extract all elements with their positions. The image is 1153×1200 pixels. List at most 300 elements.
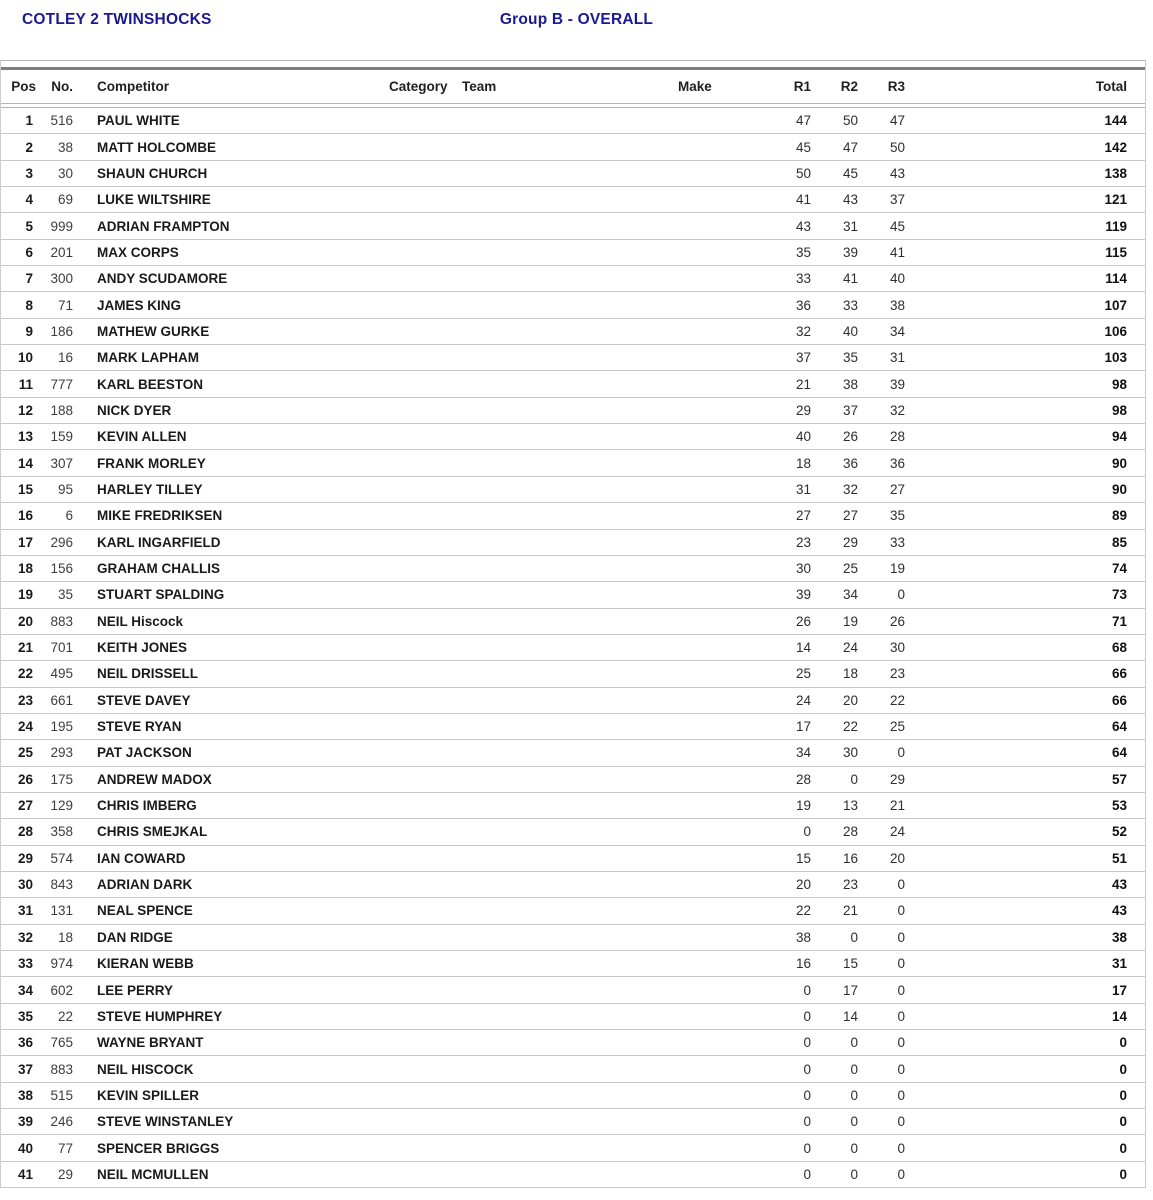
table-row xyxy=(1,898,1145,924)
table-row xyxy=(1,319,1145,345)
cell-total: 57 xyxy=(1111,771,1127,787)
cell-no: 129 xyxy=(50,798,73,814)
cell-r3: 31 xyxy=(889,350,905,366)
table-row xyxy=(1,609,1145,635)
cell-competitor: NEIL HISCOCK xyxy=(97,1061,194,1077)
cell-r2: 24 xyxy=(842,640,858,656)
cell-r1: 0 xyxy=(803,1140,811,1156)
cell-no: 38 xyxy=(57,139,73,155)
cell-r3: 39 xyxy=(889,376,905,392)
cell-no: 515 xyxy=(50,1087,73,1103)
cell-no: 159 xyxy=(50,429,73,445)
cell-r3: 50 xyxy=(889,139,905,155)
table-header-row xyxy=(1,70,1145,103)
table-row xyxy=(1,872,1145,898)
cell-pos: 11 xyxy=(18,376,33,392)
cell-r3: 27 xyxy=(889,481,905,497)
cell-r2: 27 xyxy=(842,508,858,524)
table-row xyxy=(1,240,1145,266)
cell-no: 701 xyxy=(50,640,73,656)
cell-r2: 0 xyxy=(850,771,858,787)
cell-competitor: LUKE WILTSHIRE xyxy=(97,192,211,208)
cell-r2: 22 xyxy=(842,719,858,735)
cell-no: 30 xyxy=(57,165,73,181)
cell-total: 90 xyxy=(1111,481,1127,497)
cell-r1: 0 xyxy=(803,1035,811,1051)
cell-r1: 39 xyxy=(795,587,811,603)
cell-no: 35 xyxy=(57,587,73,603)
cell-r3: 36 xyxy=(889,455,905,471)
group-title: Group B - OVERALL xyxy=(499,11,654,28)
cell-pos: 23 xyxy=(17,692,33,708)
cell-pos: 30 xyxy=(17,877,33,893)
cell-competitor: JAMES KING xyxy=(97,297,182,313)
cell-r2: 43 xyxy=(842,192,858,208)
cell-r2: 47 xyxy=(842,139,858,155)
cell-total: 51 xyxy=(1111,850,1127,866)
cell-pos: 10 xyxy=(17,350,33,366)
cell-r1: 40 xyxy=(795,429,811,445)
cell-competitor: ANDY SCUDAMORE xyxy=(97,271,228,287)
cell-total: 121 xyxy=(1104,192,1127,208)
cell-pos: 16 xyxy=(17,508,33,524)
cell-total: 43 xyxy=(1111,877,1127,893)
cell-r3: 23 xyxy=(889,666,905,682)
cell-r1: 45 xyxy=(795,139,811,155)
cell-no: 175 xyxy=(50,771,73,787)
cell-r3: 0 xyxy=(897,1166,905,1182)
cell-no: 188 xyxy=(50,402,73,418)
cell-pos: 13 xyxy=(17,429,33,445)
table-row xyxy=(1,951,1145,977)
cell-competitor: NEIL MCMULLEN xyxy=(97,1166,209,1182)
cell-r3: 26 xyxy=(889,613,905,629)
cell-total: 98 xyxy=(1111,376,1127,392)
table-row xyxy=(1,450,1145,476)
cell-competitor: NEIL DRISSELL xyxy=(97,666,199,682)
cell-r2: 37 xyxy=(842,402,858,418)
col-header-competitor: Competitor xyxy=(97,79,169,94)
cell-r2: 39 xyxy=(842,244,858,260)
title-bar xyxy=(0,11,1153,33)
cell-r2: 31 xyxy=(842,218,858,234)
cell-competitor: MARK LAPHAM xyxy=(97,350,199,366)
table-row xyxy=(1,977,1145,1003)
table-row xyxy=(1,108,1145,134)
cell-no: 201 xyxy=(50,244,73,260)
cell-no: 495 xyxy=(50,666,73,682)
cell-r2: 0 xyxy=(850,1140,858,1156)
table-row xyxy=(1,1004,1145,1030)
cell-r3: 25 xyxy=(889,719,905,735)
cell-competitor: MAX CORPS xyxy=(97,244,179,260)
cell-competitor: STEVE HUMPHREY xyxy=(97,1008,223,1024)
cell-r2: 50 xyxy=(842,113,858,129)
cell-no: 6 xyxy=(65,508,73,524)
cell-r3: 24 xyxy=(889,824,905,840)
cell-r3: 32 xyxy=(889,402,905,418)
col-header-pos: Pos xyxy=(11,79,36,94)
cell-r3: 45 xyxy=(889,218,905,234)
table-row xyxy=(1,292,1145,318)
cell-pos: 35 xyxy=(17,1008,33,1024)
table-body xyxy=(1,108,1145,1188)
cell-pos: 32 xyxy=(17,929,33,945)
cell-no: 95 xyxy=(57,481,73,497)
cell-pos: 40 xyxy=(17,1140,33,1156)
cell-r2: 0 xyxy=(850,1061,858,1077)
cell-r2: 14 xyxy=(842,1008,858,1024)
cell-r3: 34 xyxy=(889,323,905,339)
cell-r1: 24 xyxy=(795,692,811,708)
table-row xyxy=(1,793,1145,819)
cell-competitor: STUART SPALDING xyxy=(97,587,225,603)
cell-competitor: SHAUN CHURCH xyxy=(97,165,208,181)
cell-total: 64 xyxy=(1111,719,1127,735)
cell-r3: 0 xyxy=(897,982,905,998)
table-row xyxy=(1,187,1145,213)
cell-total: 85 xyxy=(1111,534,1127,550)
cell-no: 516 xyxy=(50,113,73,129)
cell-r3: 29 xyxy=(889,771,905,787)
cell-total: 98 xyxy=(1111,402,1127,418)
cell-no: 765 xyxy=(50,1035,73,1051)
table-row xyxy=(1,635,1145,661)
cell-no: 246 xyxy=(50,1114,73,1130)
cell-r2: 38 xyxy=(842,376,858,392)
cell-r2: 25 xyxy=(842,561,858,577)
cell-no: 16 xyxy=(57,350,73,366)
cell-competitor: ADRIAN FRAMPTON xyxy=(97,218,230,234)
cell-r1: 14 xyxy=(795,640,811,656)
cell-r3: 47 xyxy=(889,113,905,129)
cell-no: 29 xyxy=(57,1166,73,1182)
results-table xyxy=(0,60,1146,1188)
cell-pos: 31 xyxy=(17,903,33,919)
cell-total: 38 xyxy=(1111,929,1127,945)
cell-total: 64 xyxy=(1111,745,1127,761)
cell-r1: 25 xyxy=(795,666,811,682)
table-row xyxy=(1,213,1145,239)
cell-competitor: MIKE FREDRIKSEN xyxy=(97,508,223,524)
cell-r1: 33 xyxy=(795,271,811,287)
cell-r2: 21 xyxy=(842,903,858,919)
table-row xyxy=(1,582,1145,608)
table-top-rule xyxy=(1,60,1145,70)
cell-r1: 0 xyxy=(803,1008,811,1024)
table-row xyxy=(1,1030,1145,1056)
cell-r3: 22 xyxy=(889,692,905,708)
cell-no: 69 xyxy=(57,192,73,208)
cell-pos: 27 xyxy=(17,798,33,814)
cell-competitor: PAT JACKSON xyxy=(97,745,192,761)
cell-pos: 4 xyxy=(25,192,33,208)
cell-pos: 38 xyxy=(17,1087,33,1103)
cell-r3: 43 xyxy=(889,165,905,181)
cell-pos: 14 xyxy=(17,455,33,471)
cell-r2: 0 xyxy=(850,929,858,945)
cell-r1: 26 xyxy=(795,613,811,629)
cell-competitor: SPENCER BRIGGS xyxy=(97,1140,220,1156)
table-row xyxy=(1,424,1145,450)
cell-r3: 0 xyxy=(897,903,905,919)
cell-r1: 30 xyxy=(795,561,811,577)
cell-competitor: KARL INGARFIELD xyxy=(97,534,221,550)
table-row xyxy=(1,740,1145,766)
cell-no: 883 xyxy=(50,613,73,629)
cell-no: 300 xyxy=(50,271,73,287)
cell-r1: 0 xyxy=(803,1114,811,1130)
cell-r1: 0 xyxy=(803,824,811,840)
cell-competitor: STEVE DAVEY xyxy=(97,692,191,708)
cell-r1: 0 xyxy=(803,982,811,998)
cell-total: 73 xyxy=(1111,587,1127,603)
cell-total: 31 xyxy=(1111,956,1127,972)
cell-r3: 19 xyxy=(889,561,905,577)
cell-competitor: KIERAN WEBB xyxy=(97,956,194,972)
cell-no: 22 xyxy=(57,1008,73,1024)
cell-r3: 0 xyxy=(897,956,905,972)
cell-r2: 40 xyxy=(842,323,858,339)
cell-competitor: ANDREW MADOX xyxy=(97,771,212,787)
cell-pos: 41 xyxy=(17,1166,33,1182)
cell-r3: 0 xyxy=(897,587,905,603)
cell-r1: 0 xyxy=(803,1166,811,1182)
col-header-team: Team xyxy=(462,79,497,94)
cell-no: 296 xyxy=(50,534,73,550)
cell-pos: 29 xyxy=(17,850,33,866)
cell-r3: 33 xyxy=(889,534,905,550)
cell-pos: 3 xyxy=(25,165,33,181)
cell-total: 53 xyxy=(1111,798,1127,814)
cell-r1: 0 xyxy=(803,1061,811,1077)
cell-pos: 17 xyxy=(17,534,33,550)
cell-pos: 9 xyxy=(25,323,33,339)
table-row xyxy=(1,477,1145,503)
cell-pos: 19 xyxy=(17,587,33,603)
cell-r3: 0 xyxy=(897,877,905,893)
cell-r3: 0 xyxy=(897,745,905,761)
cell-r2: 0 xyxy=(850,1087,858,1103)
cell-total: 52 xyxy=(1111,824,1127,840)
cell-competitor: KEVIN ALLEN xyxy=(97,429,187,445)
cell-total: 0 xyxy=(1119,1166,1127,1182)
table-row xyxy=(1,661,1145,687)
cell-r2: 19 xyxy=(842,613,858,629)
cell-total: 71 xyxy=(1111,613,1127,629)
cell-r2: 0 xyxy=(850,1114,858,1130)
table-row xyxy=(1,925,1145,951)
table-row xyxy=(1,134,1145,160)
cell-r2: 34 xyxy=(842,587,858,603)
cell-r1: 18 xyxy=(795,455,811,471)
cell-competitor: WAYNE BRYANT xyxy=(97,1035,204,1051)
cell-total: 103 xyxy=(1104,350,1127,366)
cell-r2: 0 xyxy=(850,1035,858,1051)
cell-total: 94 xyxy=(1111,429,1127,445)
cell-r1: 35 xyxy=(795,244,811,260)
cell-pos: 8 xyxy=(25,297,33,313)
table-row xyxy=(1,556,1145,582)
cell-r2: 15 xyxy=(842,956,858,972)
cell-pos: 5 xyxy=(25,218,33,234)
cell-r3: 0 xyxy=(897,1087,905,1103)
cell-pos: 22 xyxy=(17,666,33,682)
cell-no: 156 xyxy=(50,561,73,577)
cell-pos: 39 xyxy=(17,1114,33,1130)
cell-r2: 30 xyxy=(842,745,858,761)
table-row xyxy=(1,1135,1145,1161)
cell-r2: 16 xyxy=(842,850,858,866)
cell-competitor: NEAL SPENCE xyxy=(97,903,193,919)
cell-r1: 22 xyxy=(795,903,811,919)
cell-r3: 35 xyxy=(889,508,905,524)
col-header-r1: R1 xyxy=(793,79,811,94)
col-header-r3: R3 xyxy=(887,79,905,94)
table-row xyxy=(1,530,1145,556)
cell-pos: 26 xyxy=(17,771,33,787)
table-row xyxy=(1,1083,1145,1109)
cell-r1: 27 xyxy=(795,508,811,524)
cell-total: 114 xyxy=(1105,271,1127,287)
cell-pos: 24 xyxy=(17,719,33,735)
cell-r2: 32 xyxy=(842,481,858,497)
cell-r3: 41 xyxy=(889,244,905,260)
cell-r3: 0 xyxy=(897,1008,905,1024)
table-row xyxy=(1,371,1145,397)
cell-no: 18 xyxy=(57,929,73,945)
cell-r1: 41 xyxy=(795,192,811,208)
cell-r1: 47 xyxy=(795,113,811,129)
cell-r2: 29 xyxy=(842,534,858,550)
cell-r2: 36 xyxy=(842,455,858,471)
table-row xyxy=(1,714,1145,740)
cell-r1: 50 xyxy=(795,165,811,181)
table-row xyxy=(1,266,1145,292)
cell-total: 0 xyxy=(1119,1114,1127,1130)
cell-no: 131 xyxy=(50,903,73,919)
col-header-no: No. xyxy=(51,79,73,94)
cell-r3: 0 xyxy=(897,1061,905,1077)
cell-competitor: KEITH JONES xyxy=(97,640,188,656)
cell-no: 661 xyxy=(50,692,73,708)
cell-no: 843 xyxy=(50,877,73,893)
table-row xyxy=(1,161,1145,187)
cell-r2: 28 xyxy=(842,824,858,840)
cell-competitor: LEE PERRY xyxy=(97,982,174,998)
cell-r1: 16 xyxy=(795,956,811,972)
cell-pos: 25 xyxy=(17,745,33,761)
cell-no: 602 xyxy=(50,982,73,998)
cell-total: 144 xyxy=(1104,113,1127,129)
cell-competitor: HARLEY TILLEY xyxy=(97,481,203,497)
cell-r3: 40 xyxy=(889,271,905,287)
cell-r1: 17 xyxy=(795,719,811,735)
cell-total: 74 xyxy=(1111,561,1127,577)
cell-no: 195 xyxy=(50,719,73,735)
cell-competitor: NEIL Hiscock xyxy=(97,613,184,629)
cell-pos: 28 xyxy=(17,824,33,840)
cell-r1: 43 xyxy=(795,218,811,234)
cell-r3: 0 xyxy=(897,1035,905,1051)
cell-competitor: NICK DYER xyxy=(97,402,172,418)
cell-no: 293 xyxy=(50,745,73,761)
cell-r1: 15 xyxy=(795,850,811,866)
cell-pos: 21 xyxy=(17,640,33,656)
table-row xyxy=(1,503,1145,529)
cell-competitor: GRAHAM CHALLIS xyxy=(97,561,220,577)
table-row xyxy=(1,846,1145,872)
cell-total: 119 xyxy=(1105,218,1127,234)
table-row xyxy=(1,1056,1145,1082)
cell-r1: 32 xyxy=(795,323,811,339)
cell-no: 358 xyxy=(50,824,73,840)
cell-total: 0 xyxy=(1119,1140,1127,1156)
cell-competitor: STEVE RYAN xyxy=(97,719,182,735)
cell-pos: 18 xyxy=(17,561,33,577)
cell-r3: 21 xyxy=(889,798,905,814)
col-header-category: Category xyxy=(389,79,448,94)
cell-r3: 28 xyxy=(889,429,905,445)
col-header-r2: R2 xyxy=(840,79,858,94)
cell-pos: 36 xyxy=(17,1035,33,1051)
cell-r1: 20 xyxy=(795,877,811,893)
cell-r3: 37 xyxy=(889,192,905,208)
cell-no: 883 xyxy=(50,1061,73,1077)
cell-total: 0 xyxy=(1119,1061,1127,1077)
table-row xyxy=(1,1162,1145,1188)
cell-r1: 19 xyxy=(795,798,811,814)
cell-competitor: KARL BEESTON xyxy=(97,376,204,392)
table-row xyxy=(1,688,1145,714)
cell-pos: 7 xyxy=(25,271,33,287)
cell-total: 0 xyxy=(1119,1087,1127,1103)
cell-r2: 18 xyxy=(842,666,858,682)
cell-competitor: MATT HOLCOMBE xyxy=(97,139,216,155)
cell-no: 307 xyxy=(50,455,73,471)
cell-total: 142 xyxy=(1104,139,1127,155)
cell-no: 974 xyxy=(50,956,73,972)
table-row xyxy=(1,345,1145,371)
cell-no: 574 xyxy=(50,850,73,866)
event-title: COTLEY 2 TWINSHOCKS xyxy=(22,11,212,28)
cell-r2: 17 xyxy=(842,982,858,998)
cell-pos: 2 xyxy=(25,139,33,155)
cell-competitor: IAN COWARD xyxy=(97,850,186,866)
cell-pos: 37 xyxy=(17,1061,33,1077)
cell-competitor: DAN RIDGE xyxy=(97,929,173,945)
cell-pos: 15 xyxy=(17,481,33,497)
cell-pos: 12 xyxy=(17,402,33,418)
cell-pos: 1 xyxy=(25,113,33,129)
cell-r1: 34 xyxy=(795,745,811,761)
cell-no: 777 xyxy=(50,376,73,392)
cell-total: 106 xyxy=(1104,323,1127,339)
cell-total: 43 xyxy=(1111,903,1127,919)
cell-competitor: KEVIN SPILLER xyxy=(97,1087,200,1103)
cell-r1: 37 xyxy=(795,350,811,366)
cell-r1: 31 xyxy=(795,481,811,497)
cell-total: 115 xyxy=(1105,244,1127,260)
cell-total: 89 xyxy=(1111,508,1127,524)
cell-r2: 26 xyxy=(842,429,858,445)
cell-total: 66 xyxy=(1111,692,1127,708)
cell-competitor: CHRIS SMEJKAL xyxy=(97,824,208,840)
cell-total: 90 xyxy=(1111,455,1127,471)
cell-total: 14 xyxy=(1111,1008,1127,1024)
cell-r3: 30 xyxy=(889,640,905,656)
cell-r3: 20 xyxy=(889,850,905,866)
